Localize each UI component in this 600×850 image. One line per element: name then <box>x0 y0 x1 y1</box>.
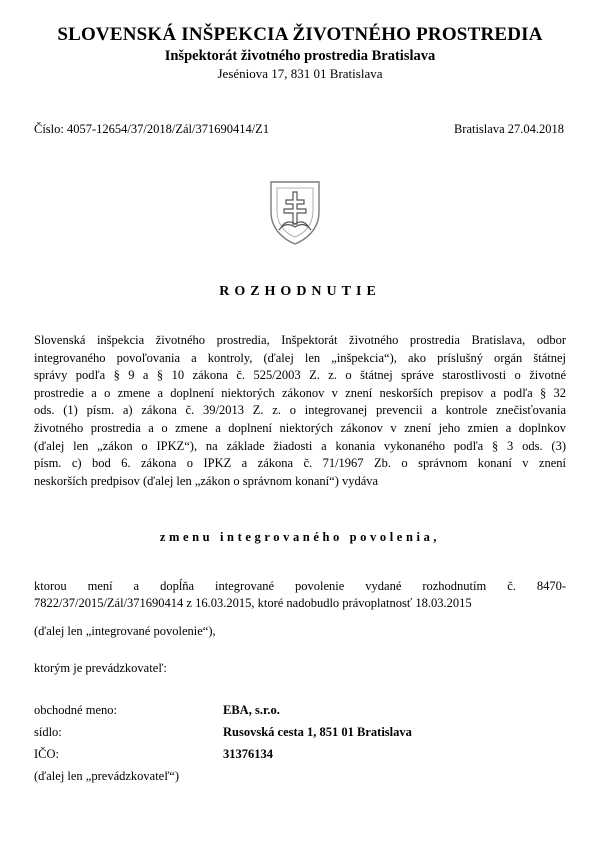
intro-line: prostredie a o zmene a doplnení niektorých zákonov v znení neskorších prepisov a podľa § 32 <box>34 385 566 400</box>
intro-line: neskorších predpisov (ďalej len „zákon o správnom konaní“) vydáva <box>34 473 379 488</box>
authority-name: SLOVENSKÁ INŠPEKCIA ŽIVOTNÉHO PROSTREDIA <box>57 24 543 45</box>
decision-subject: zmenu integrovaného povolenia, <box>159 530 441 544</box>
inspectorate-name: Inšpektorát životného prostredia Bratislava <box>164 48 436 64</box>
operator-ico-label: IČO: <box>34 747 59 761</box>
place-and-date: Bratislava 27.04.2018 <box>453 122 564 136</box>
intro-line: písm. c) bod 6. zákona o IPKZ a zákona č. 71/1967 Zb. o správnom konaní v znení <box>34 456 566 471</box>
operator-name-value: EBA, s.r.o. <box>223 703 280 717</box>
intro-paragraph <box>34 332 566 490</box>
intro-line: správy podľa § 9 a § 10 zákona č. 525/2003 Z. z. o štátnej správe starostlivosti o životné <box>34 368 566 383</box>
operator-seat-label: sídlo: <box>34 725 62 739</box>
intro-line: ods. (1) písm. a) zákona č. 39/2013 Z. z. o integrovanej prevencii a kontrole znečisťovania <box>34 403 566 418</box>
change-line: ktorou mení a dopĺňa integrované povolenie vydané rozhodnutím č. 8470- <box>34 579 566 593</box>
intro-line: Slovenská inšpekcia životného prostredia, Inšpektorát životného prostredia Bratislava, odbor <box>34 333 566 347</box>
operator-seat-value: Rusovská cesta 1, 851 01 Bratislava <box>223 725 412 739</box>
document-title: ROZHODNUTIE <box>219 284 381 299</box>
operator-intro: ktorým je prevádzkovateľ: <box>34 661 167 675</box>
operator-reference-note: (ďalej len „prevádzkovateľ“) <box>34 769 180 783</box>
coat-of-arms-icon <box>267 178 323 246</box>
change-line: 7822/37/2015/Zál/371690414 z 16.03.2015, ktoré nadobudlo právoplatnosť 18.03.2015 <box>34 596 472 610</box>
intro-line: životného prostredia a o zmene a doplnení niektorých zákonov v znení jeho zmien a doplnkov <box>34 420 566 435</box>
change-paragraph <box>34 578 566 612</box>
operator-name-label: obchodné meno: <box>34 703 117 717</box>
permit-reference-note: (ďalej len „integrované povolenie“), <box>34 624 216 638</box>
reference-number: Číslo: 4057-12654/37/2018/Zál/371690414/Z1 <box>34 122 270 136</box>
authority-address: Jeséniova 17, 831 01 Bratislava <box>217 66 383 81</box>
operator-ico-value: 31376134 <box>223 747 273 761</box>
intro-line: integrovaného povoľovania a kontroly, (ďalej len „inšpekcia“), ako príslušný orgán štátnej <box>34 350 566 365</box>
intro-line: (ďalej len „zákon o IPKZ“), na základe žiadosti a konania vykonaného podľa § 3 ods. (3) <box>34 438 566 453</box>
